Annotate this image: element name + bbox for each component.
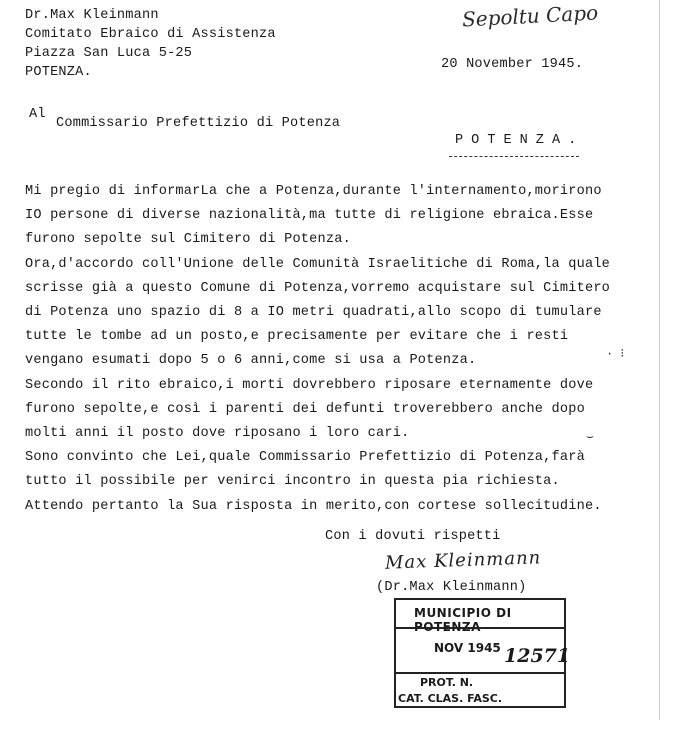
body-line: scrisse già a questo Comune di Potenza,vorremo acquistare sul Cimitero — [25, 280, 611, 296]
page-edge — [659, 0, 660, 720]
recipient-city: POTENZA. — [455, 133, 585, 148]
body-line: tutte le tombe ad un posto,e precisamente per evitare che i resti — [25, 329, 569, 345]
stamp-protocol-label: PROT. N. — [420, 676, 474, 689]
body-line: Ora,d'accordo coll'Unione delle Comunità Israelitiche di Roma,la quale — [25, 256, 611, 272]
recipient-name: Commissario Prefettizio di Potenza — [56, 116, 341, 131]
body-line: molti anni il posto dove riposano i loro cari. — [25, 426, 410, 442]
margin-mark: ⌣ — [586, 430, 594, 444]
body-line: Secondo il rito ebraico,i morti dovrebbero riposare eternamente dove — [25, 377, 594, 393]
body-line: IO persone di diverse nazionalità,ma tutte di religione ebraica.Esse — [25, 208, 594, 224]
sender-block — [25, 6, 276, 82]
letter-date: 20 November 1945. — [441, 57, 584, 72]
stamp-title: MUNICIPIO DI POTENZA — [414, 606, 512, 634]
sender-name: Dr.Max Kleinmann — [25, 8, 159, 23]
handwritten-signature: Max Kleinmann — [384, 547, 542, 574]
body-line: Attendo pertanto la Sua risposta in merito,con cortese sollecitudine. — [25, 498, 602, 514]
letter-body — [25, 180, 665, 519]
body-line: tutto il possibile per venirci incontro in questa pia richiesta. — [25, 474, 560, 490]
typed-signature-name: (Dr.Max Kleinmann) — [376, 580, 527, 595]
sender-city: POTENZA. — [25, 65, 92, 80]
stamp-divider — [396, 672, 564, 674]
stamp-classification: CAT. CLAS. FASC. — [398, 692, 503, 705]
stamp-protocol-number: 12571 — [504, 645, 571, 667]
recipient-prefix: Al — [29, 107, 46, 122]
body-line: furono sepolte sul Cimitero di Potenza. — [25, 232, 351, 248]
closing-line: Con i dovuti rispetti — [325, 529, 501, 544]
margin-mark: · ⁝ — [606, 347, 625, 361]
city-underline — [449, 156, 579, 157]
body-line: Mi pregio di informarLa che a Potenza,durante l'internamento,morirono — [25, 184, 602, 199]
stamp-date: NOV 1945 — [434, 641, 501, 655]
body-line: Sono convinto che Lei,quale Commissario Prefettizio di Potenza,farà — [25, 450, 585, 466]
stamp-divider — [396, 627, 564, 629]
municipal-stamp — [394, 598, 571, 708]
body-line: di Potenza uno spazio di 8 a IO metri quadrati,allo scopo di tumulare — [25, 305, 602, 321]
sender-organization: Comitato Ebraico di Assistenza — [25, 27, 276, 42]
body-line: furono sepolte,e così i parenti dei defunti troverebbero anche dopo — [25, 401, 585, 417]
sender-address: Piazza San Luca 5-25 — [25, 46, 193, 61]
body-line: vengano esumati dopo 5 o 6 anni,come si usa a Potenza. — [25, 353, 477, 369]
handwritten-annotation: Sepoltu Capo — [461, 0, 599, 32]
